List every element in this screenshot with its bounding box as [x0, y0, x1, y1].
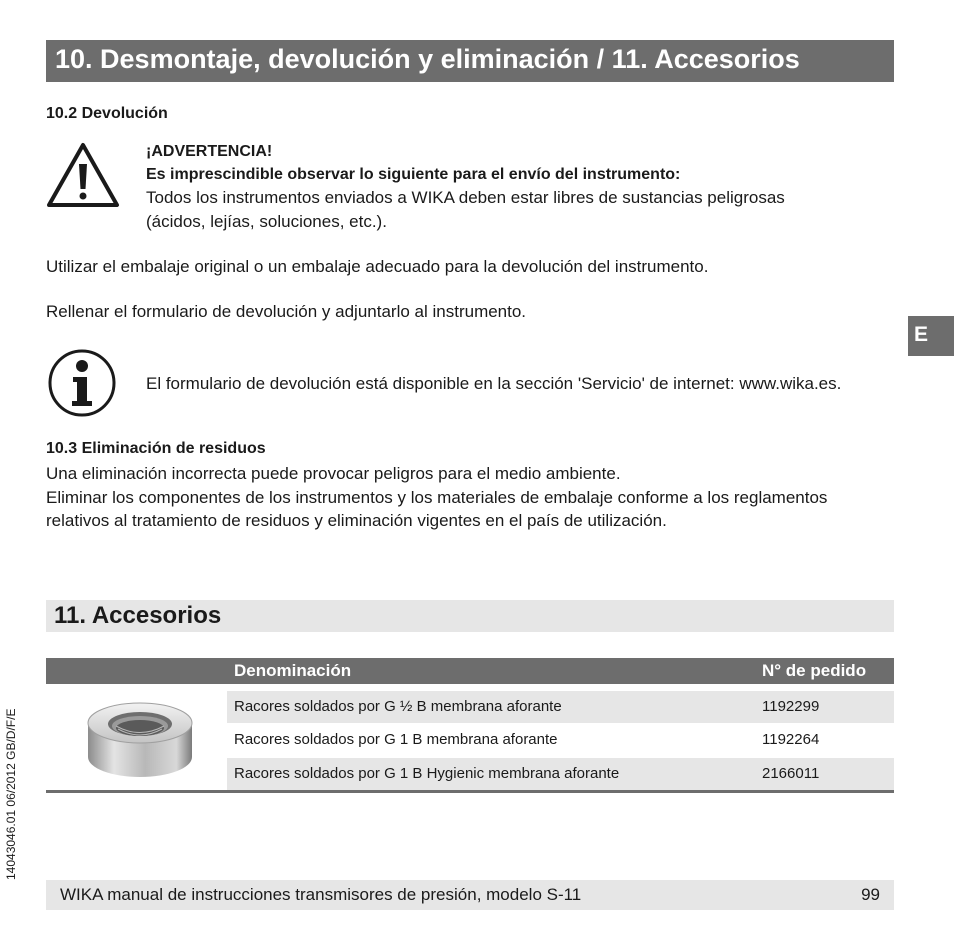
- table-cell-denomination: Racores soldados por G ½ B membrana aforante: [234, 698, 562, 715]
- table-cell-order-number: 2166011: [762, 765, 820, 782]
- disposal-line-2: Eliminar los componentes de los instrumentos y los materiales de embalaje conforme a los reglamentos: [46, 488, 828, 507]
- info-icon: [47, 348, 117, 418]
- table-cell-order-number: 1192264: [762, 731, 820, 748]
- accessories-table-header: [46, 658, 894, 684]
- warning-subtitle: Es imprescindible observar lo siguiente para el envío del instrumento:: [146, 166, 681, 183]
- page-number: 99: [861, 885, 880, 904]
- warning-title: ¡ADVERTENCIA!: [146, 143, 273, 160]
- table-cell-denomination: Racores soldados por G 1 B Hygienic membrana aforante: [234, 765, 620, 782]
- language-tab-letter: E: [914, 323, 929, 346]
- section-10-header: [46, 40, 894, 82]
- warning-triangle-icon: [46, 142, 120, 208]
- language-tab: [908, 316, 954, 356]
- return-form-paragraph: Rellenar el formulario de devolución y adjuntarlo al instrumento.: [46, 302, 527, 321]
- section-11-header: [46, 600, 894, 632]
- disposal-line-1: Una eliminación incorrecta puede provocar peligros para el medio ambiente.: [46, 464, 621, 483]
- return-packaging-paragraph: Utilizar el embalaje original o un embalaje adecuado para la devolución del instrumento.: [46, 257, 709, 276]
- footer-text: WIKA manual de instrucciones transmisores de presión, modelo S-11: [60, 885, 582, 904]
- table-row: [227, 691, 894, 723]
- section-10-title: 10. Desmontaje, devolución y eliminación / 11. Accesorios: [55, 44, 800, 74]
- page-footer: [46, 880, 894, 910]
- table-row: [227, 758, 894, 790]
- info-text: El formulario de devolución está disponible en la sección 'Servicio' de internet: www.wika.es.: [146, 374, 842, 393]
- header-order-number: N° de pedido: [762, 661, 867, 680]
- table-cell-denomination: Racores soldados por G 1 B membrana aforante: [234, 731, 558, 748]
- table-row: [227, 724, 894, 756]
- table-bottom-rule: [46, 790, 894, 793]
- weld-socket-image: [84, 697, 196, 781]
- subsection-10-2-heading: 10.2 Devolución: [46, 105, 168, 122]
- warning-text-line-2: (ácidos, lejías, soluciones, etc.).: [146, 212, 387, 231]
- disposal-line-3: relativos al tratamiento de residuos y eliminación vigentes en el país de utilización.: [46, 511, 667, 530]
- header-denominacion: Denominación: [234, 661, 352, 680]
- subsection-10-3-heading: 10.3 Eliminación de residuos: [46, 440, 266, 457]
- warning-text-line-1: Todos los instrumentos enviados a WIKA deben estar libres de sustancias peligrosas: [146, 188, 785, 207]
- section-11-title: 11. Accesorios: [54, 602, 222, 629]
- document-code: 14043046.01 06/2012 GB/D/F/E: [4, 708, 18, 880]
- table-cell-order-number: 1192299: [762, 698, 820, 715]
